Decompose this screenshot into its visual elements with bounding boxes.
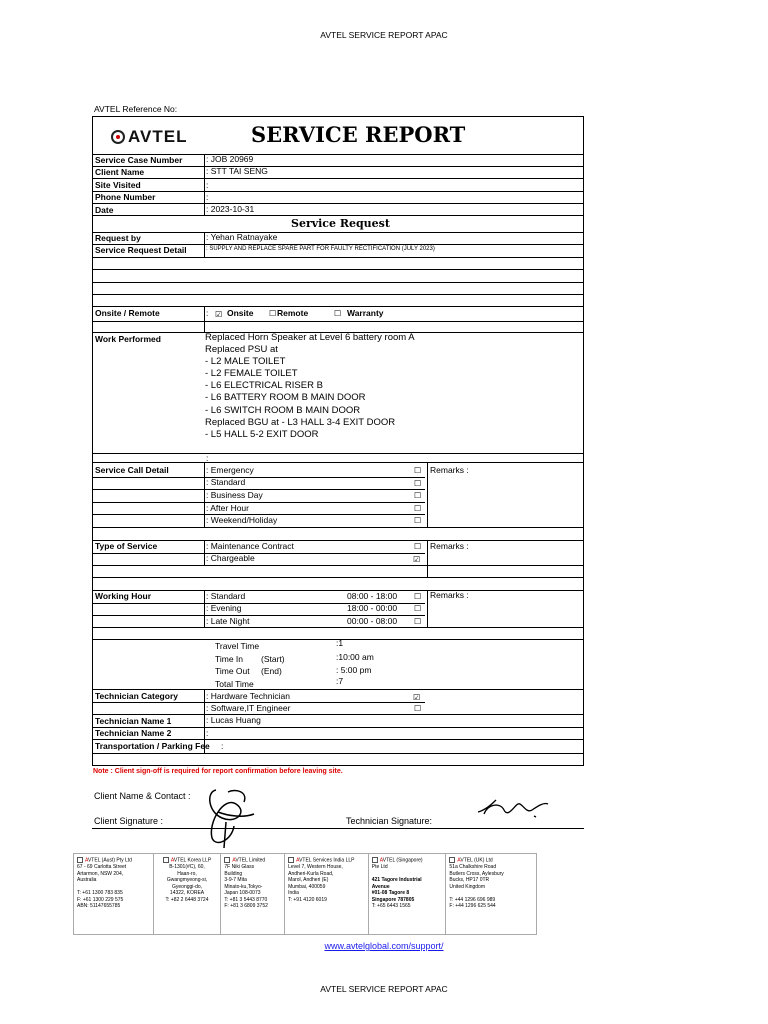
page-header: AVTEL SERVICE REPORT APAC bbox=[320, 30, 448, 40]
emergency-checkbox-icon[interactable]: ☐ bbox=[414, 466, 422, 475]
travel-time-label: Travel Time bbox=[215, 641, 260, 651]
service-call-option: : Emergency bbox=[206, 465, 254, 475]
time-in-sub: (Start) bbox=[261, 654, 285, 664]
onsite-colon: : bbox=[206, 308, 209, 318]
work-line: - L2 MALE TOILET bbox=[205, 356, 286, 367]
logo-text: AVTEL bbox=[128, 127, 188, 146]
warranty-checkbox-icon[interactable]: ☐ bbox=[334, 309, 342, 318]
total-time-value: :7 bbox=[336, 676, 344, 686]
date-label: Date bbox=[95, 205, 114, 215]
remote-checkbox-icon[interactable]: ☐ bbox=[269, 309, 277, 318]
office-icon bbox=[224, 857, 230, 863]
support-website-link[interactable]: www.avtelglobal.com/support/ bbox=[324, 941, 444, 951]
type-of-service-label: Type of Service bbox=[95, 541, 158, 551]
hardware-check-icon[interactable]: ☑ bbox=[413, 693, 421, 702]
technician-signature-label: Technician Signature: bbox=[346, 816, 433, 826]
software-option: : Software,IT Engineer bbox=[206, 703, 291, 713]
office-india: AVTEL Services India LLP Level 7, Western House, Andheri-Kurla Road, Marol, Andheri (E) Mumbai, 400059 India T: +91 4120 6019 bbox=[285, 854, 369, 934]
chargeable-check-icon[interactable]: ☑ bbox=[413, 555, 421, 564]
client-signature-label: Client Signature : bbox=[94, 816, 164, 826]
work-line: Replaced PSU at bbox=[205, 344, 278, 355]
transport-label: Transportation / Parking Fee bbox=[95, 741, 210, 751]
standard-hour-checkbox-icon[interactable]: ☐ bbox=[414, 592, 422, 601]
time-out-label: Time Out bbox=[215, 666, 250, 676]
reference-label: AVTEL Reference No: bbox=[94, 104, 178, 114]
work-trailing-colon: : bbox=[206, 453, 209, 463]
work-line: - L6 SWITCH ROOM B MAIN DOOR bbox=[205, 405, 361, 416]
technician-signature-scribble bbox=[474, 796, 554, 824]
onsite-label: Onsite / Remote bbox=[95, 308, 160, 318]
office-icon bbox=[372, 857, 378, 863]
phone-label: Phone Number bbox=[95, 192, 156, 202]
technician-name1-value: : Lucas Huang bbox=[206, 715, 261, 725]
avtel-logo bbox=[111, 127, 187, 147]
office-icon bbox=[449, 857, 455, 863]
hardware-option: : Hardware Technician bbox=[206, 691, 290, 701]
onsite-option: Onsite bbox=[227, 308, 254, 318]
time-out-sub: (End) bbox=[261, 666, 282, 676]
transport-value: : bbox=[221, 741, 224, 751]
warranty-option: Warranty bbox=[347, 308, 384, 318]
request-detail-label: Service Request Detail bbox=[95, 245, 187, 255]
standard-checkbox-icon[interactable]: ☐ bbox=[414, 479, 422, 488]
service-call-option: : Weekend/Holiday bbox=[206, 515, 278, 525]
date-value: : 2023-10-31 bbox=[206, 204, 255, 214]
client-signature-scribble bbox=[188, 782, 268, 852]
client-value: : STT TAI SENG bbox=[206, 166, 268, 176]
time-in-label: Time In bbox=[215, 654, 244, 664]
maintenance-checkbox-icon[interactable]: ☐ bbox=[414, 542, 422, 551]
page-title: SERVICE REPORT bbox=[251, 122, 466, 147]
total-time-label: Total Time bbox=[215, 679, 254, 689]
software-checkbox-icon[interactable]: ☐ bbox=[414, 704, 422, 713]
technician-name1-label: Technician Name 1 bbox=[95, 716, 172, 726]
work-line: - L5 HALL 5-2 EXIT DOOR bbox=[205, 429, 319, 440]
work-performed-label: Work Performed bbox=[95, 334, 161, 344]
work-line: Replaced Horn Speaker at Level 6 battery room A bbox=[205, 332, 415, 343]
work-line: - L2 FEMALE TOILET bbox=[205, 368, 298, 379]
working-hour-remarks: Remarks : bbox=[430, 590, 469, 600]
office-australia: AVTEL (Aust) Pty Ltd 67 - 69 Carlotta Street Artarmon, NSW 204, Australia T: +61 1300 783 835 F: +61 1300 229 575 ABN: 51147655785 bbox=[74, 854, 154, 934]
signoff-note: Note : Client sign-off is required for report confirmation before leaving site. bbox=[93, 768, 343, 775]
office-icon bbox=[288, 857, 294, 863]
service-call-label: Service Call Detail bbox=[95, 465, 169, 475]
request-by-value: : Yehan Ratnayake bbox=[206, 232, 278, 242]
business-day-checkbox-icon[interactable]: ☐ bbox=[414, 491, 422, 500]
request-detail-value: : SUPPLY AND REPLACE SPARE PART FOR FAULTY RECTIFICATION (JULY 2023) bbox=[206, 246, 435, 252]
service-call-option: : Business Day bbox=[206, 490, 263, 500]
phone-value: : bbox=[206, 192, 209, 202]
service-call-option: : After Hour bbox=[206, 503, 249, 513]
remote-option: Remote bbox=[277, 308, 309, 318]
working-hour-time: 18:00 - 00:00 bbox=[347, 603, 398, 613]
service-type-option: : Maintenance Contract bbox=[206, 541, 294, 551]
type-of-service-remarks: Remarks : bbox=[430, 541, 469, 551]
service-type-option: : Chargeable bbox=[206, 553, 255, 563]
case-value: : JOB 20969 bbox=[206, 154, 254, 164]
service-call-remarks: Remarks : bbox=[430, 465, 469, 475]
client-contact-label: Client Name & Contact : bbox=[94, 791, 191, 801]
service-report-form bbox=[92, 116, 584, 766]
service-call-option: : Standard bbox=[206, 477, 246, 487]
working-hour-option: : Evening bbox=[206, 603, 242, 613]
site-label: Site Visited bbox=[95, 180, 141, 190]
office-uk: AVTEL (UK) Ltd 51a Chalkshire Road Butlers Cross, Aylesbury Bucks, HP17 0TR United Kingdom T: +44 1296 696 989 F: +44 1296 625 544 bbox=[449, 857, 504, 910]
technician-name2-label: Technician Name 2 bbox=[95, 728, 172, 738]
site-value: : bbox=[206, 180, 209, 190]
time-in-value: :10:00 am bbox=[336, 652, 374, 662]
late-night-checkbox-icon[interactable]: ☐ bbox=[414, 617, 422, 626]
office-korea: AVTEL Korea LLP B-1301(#C), 60, Haan-ro, Gwangmyeong-si, Gyeonggi-do, 14322, KOREA T: +82 2 6448 3724 bbox=[154, 854, 222, 934]
working-hour-label: Working Hour bbox=[95, 591, 152, 601]
working-hour-option: : Standard bbox=[206, 591, 246, 601]
office-singapore: AVTEL (Singapore) Pte Ltd 421 Tagore Industrial Avenue #01-08 Tagore 8 Singapore 787805 T: +65 6443 1565 bbox=[369, 854, 447, 934]
office-icon bbox=[163, 857, 169, 863]
travel-time-value: :1 bbox=[336, 638, 344, 648]
technician-category-label: Technician Category bbox=[95, 691, 178, 701]
working-hour-time: 00:00 - 08:00 bbox=[347, 616, 398, 626]
working-hour-time: 08:00 - 18:00 bbox=[347, 591, 398, 601]
signature-divider bbox=[92, 828, 584, 829]
office-japan: AVTEL Limited 7F Niki Glass Building 3-9-7 Mita Minato-ku,Tokyo- Japan 108-0073 T: +81 3 5443 8770 F: +81 3 6809 3752 bbox=[221, 854, 285, 934]
weekend-checkbox-icon[interactable]: ☐ bbox=[414, 516, 422, 525]
avtel-logo-icon bbox=[111, 130, 125, 144]
client-label: Client Name bbox=[95, 167, 145, 177]
time-out-value: : 5:00 pm bbox=[336, 665, 372, 675]
case-label: Service Case Number bbox=[95, 155, 183, 165]
after-hour-checkbox-icon[interactable]: ☐ bbox=[414, 504, 422, 513]
working-hour-option: : Late Night bbox=[206, 616, 250, 626]
work-line: Replaced BGU at - L3 HALL 3-4 EXIT DOOR bbox=[205, 417, 396, 428]
service-request-heading: Service Request bbox=[291, 217, 390, 230]
evening-checkbox-icon[interactable]: ☐ bbox=[414, 604, 422, 613]
page-footer: AVTEL SERVICE REPORT APAC bbox=[320, 984, 448, 994]
technician-name2-value: : bbox=[206, 728, 209, 738]
onsite-check-icon[interactable]: ☑ bbox=[215, 310, 223, 319]
work-line: - L6 ELECTRICAL RISER B bbox=[205, 380, 323, 391]
office-icon bbox=[77, 857, 83, 863]
work-line: - L6 BATTERY ROOM B MAIN DOOR bbox=[205, 392, 366, 403]
office-directory bbox=[73, 853, 537, 935]
request-by-label: Request by bbox=[95, 233, 141, 243]
